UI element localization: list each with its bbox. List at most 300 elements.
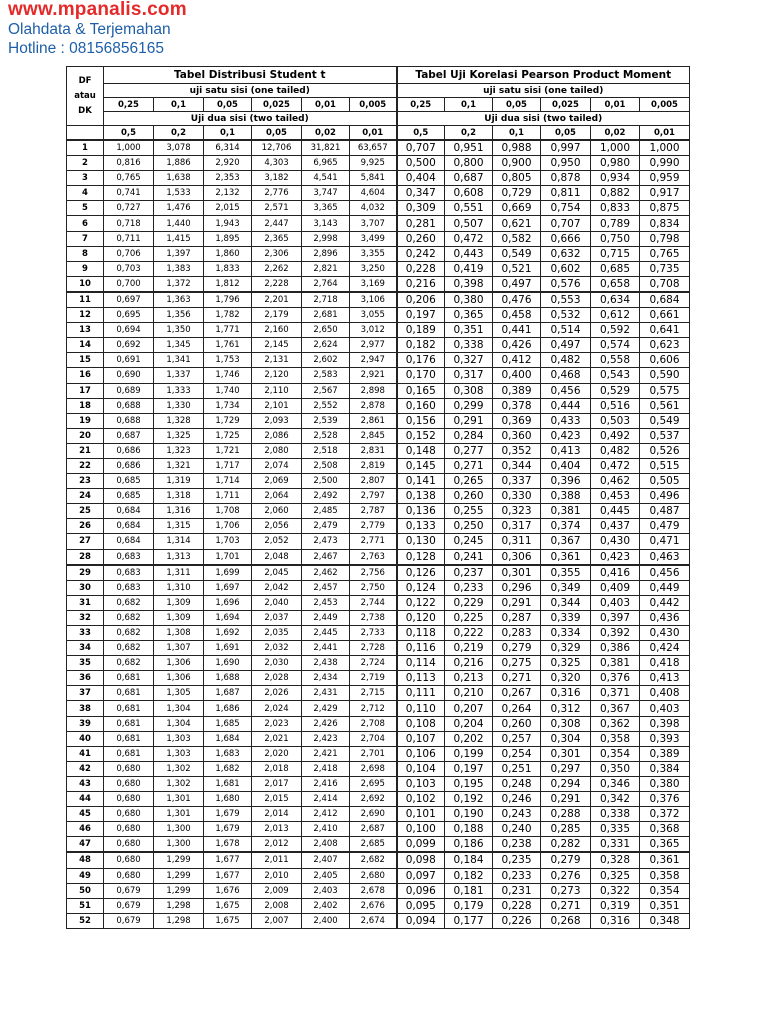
table-row xyxy=(67,261,690,276)
t-value-cell: 6,314 xyxy=(204,140,252,156)
t-value-cell: 1,714 xyxy=(204,474,252,489)
r-value-cell: 0,549 xyxy=(640,413,690,428)
r-value-cell: 0,103 xyxy=(397,776,445,791)
t-value-cell: 0,679 xyxy=(104,913,154,928)
t-value-cell: 1,350 xyxy=(154,323,204,338)
t-value-cell: 2,015 xyxy=(204,201,252,216)
table-row xyxy=(67,413,690,428)
r-value-cell: 0,138 xyxy=(397,489,445,504)
t-value-cell: 1,686 xyxy=(204,701,252,716)
t-value-cell: 0,706 xyxy=(104,246,154,261)
table-row xyxy=(67,701,690,716)
r-value-cell: 0,325 xyxy=(541,656,591,671)
t-value-cell: 0,682 xyxy=(104,656,154,671)
t-value-cell: 1,761 xyxy=(204,338,252,353)
r-value-cell: 0,426 xyxy=(493,338,541,353)
r-value-cell: 0,623 xyxy=(640,338,690,353)
t-value-cell: 1,886 xyxy=(154,156,204,171)
df-cell: 35 xyxy=(67,656,104,671)
r-value-cell: 0,492 xyxy=(591,428,640,443)
t-value-cell: 1,696 xyxy=(204,595,252,610)
r-value-cell: 0,416 xyxy=(591,565,640,581)
df-cell: 50 xyxy=(67,883,104,898)
t-value-cell: 1,328 xyxy=(154,413,204,428)
t-value-cell: 2,453 xyxy=(302,595,350,610)
t-value-cell: 2,920 xyxy=(204,156,252,171)
r-value-cell: 0,443 xyxy=(445,246,493,261)
t-value-cell: 1,476 xyxy=(154,201,204,216)
r-table-title: Tabel Uji Korelasi Pearson Product Moment xyxy=(397,67,690,84)
r-value-cell: 0,184 xyxy=(445,852,493,868)
r-value-cell: 0,156 xyxy=(397,413,445,428)
t-value-cell: 2,687 xyxy=(350,822,397,837)
t-value-cell: 0,681 xyxy=(104,671,154,686)
t-value-cell: 2,017 xyxy=(252,776,302,791)
t-value-cell: 2,030 xyxy=(252,656,302,671)
t-value-cell: 1,299 xyxy=(154,868,204,883)
t-value-cell: 0,680 xyxy=(104,761,154,776)
t-value-cell: 1,895 xyxy=(204,231,252,246)
t-value-cell: 1,697 xyxy=(204,580,252,595)
r-value-cell: 0,468 xyxy=(541,368,591,383)
t-value-cell: 2,074 xyxy=(252,458,302,473)
t-value-cell: 0,679 xyxy=(104,898,154,913)
r-value-cell: 0,449 xyxy=(640,580,690,595)
r-value-cell: 0,325 xyxy=(591,868,640,883)
t-value-cell: 0,695 xyxy=(104,308,154,323)
r-value-cell: 0,574 xyxy=(591,338,640,353)
r-value-cell: 0,413 xyxy=(640,671,690,686)
t-value-cell: 0,681 xyxy=(104,686,154,701)
t-value-cell: 1,711 xyxy=(204,489,252,504)
table-row xyxy=(67,398,690,413)
r-value-cell: 0,380 xyxy=(445,292,493,308)
r-value-cell: 0,372 xyxy=(640,807,690,822)
t-value-cell: 2,353 xyxy=(204,171,252,186)
t-value-cell: 1,734 xyxy=(204,398,252,413)
t-value-cell: 5,841 xyxy=(350,171,397,186)
t-value-cell: 0,682 xyxy=(104,610,154,625)
t-value-cell: 2,423 xyxy=(302,731,350,746)
alpha-header-cell: 0,1 xyxy=(204,126,252,141)
r-value-cell: 0,330 xyxy=(493,489,541,504)
r-value-cell: 0,388 xyxy=(541,489,591,504)
t-value-cell: 2,145 xyxy=(252,338,302,353)
r-value-cell: 0,323 xyxy=(493,504,541,519)
t-value-cell: 2,473 xyxy=(302,534,350,549)
t-value-cell: 2,412 xyxy=(302,807,350,822)
r-value-cell: 0,294 xyxy=(541,776,591,791)
r-value-cell: 0,344 xyxy=(493,458,541,473)
r-value-cell: 0,233 xyxy=(445,580,493,595)
r-value-cell: 0,456 xyxy=(640,565,690,581)
r-value-cell: 0,304 xyxy=(541,731,591,746)
t-value-cell: 2,445 xyxy=(302,626,350,641)
t-value-cell: 63,657 xyxy=(350,140,397,156)
alpha-header-cell: 0,1 xyxy=(154,98,204,112)
df-cell: 18 xyxy=(67,398,104,413)
t-value-cell: 2,779 xyxy=(350,519,397,534)
t-value-cell: 1,679 xyxy=(204,807,252,822)
r-value-cell: 0,344 xyxy=(541,595,591,610)
t-value-cell: 0,681 xyxy=(104,746,154,761)
t-value-cell: 2,878 xyxy=(350,398,397,413)
r-value-cell: 0,195 xyxy=(445,776,493,791)
t-value-cell: 2,028 xyxy=(252,671,302,686)
r-value-cell: 0,312 xyxy=(541,701,591,716)
t-value-cell: 1,397 xyxy=(154,246,204,261)
r-value-cell: 0,521 xyxy=(493,261,541,276)
r-value-cell: 0,308 xyxy=(541,716,591,731)
r-value-cell: 0,612 xyxy=(591,308,640,323)
r-value-cell: 0,800 xyxy=(445,156,493,171)
r-value-cell: 0,404 xyxy=(397,171,445,186)
r-value-cell: 0,368 xyxy=(640,822,690,837)
brand-header xyxy=(8,0,187,56)
table-row xyxy=(67,565,690,581)
r-value-cell: 0,349 xyxy=(541,580,591,595)
r-value-cell: 0,497 xyxy=(493,276,541,292)
r-value-cell: 0,687 xyxy=(445,171,493,186)
t-value-cell: 1,318 xyxy=(154,489,204,504)
r-value-cell: 0,108 xyxy=(397,716,445,731)
r-value-cell: 0,287 xyxy=(493,610,541,625)
t-value-cell: 2,681 xyxy=(302,308,350,323)
t-value-cell: 2,947 xyxy=(350,353,397,368)
r-value-cell: 0,260 xyxy=(397,231,445,246)
t-value-cell: 1,304 xyxy=(154,701,204,716)
t-value-cell: 1,860 xyxy=(204,246,252,261)
t-value-cell: 2,131 xyxy=(252,353,302,368)
table-row xyxy=(67,852,690,868)
r-value-cell: 0,348 xyxy=(640,913,690,928)
r-value-cell: 0,128 xyxy=(397,549,445,565)
r-value-cell: 0,226 xyxy=(493,913,541,928)
r-value-cell: 0,463 xyxy=(640,549,690,565)
df-cell: 45 xyxy=(67,807,104,822)
r-value-cell: 0,358 xyxy=(640,868,690,883)
t-value-cell: 1,692 xyxy=(204,626,252,641)
t-value-cell: 2,695 xyxy=(350,776,397,791)
r-value-cell: 0,118 xyxy=(397,626,445,641)
alpha-header-cell: 0,25 xyxy=(104,98,154,112)
t-value-cell: 2,485 xyxy=(302,504,350,519)
r-value-cell: 0,365 xyxy=(640,837,690,853)
df-label: DF xyxy=(78,75,92,86)
t-value-cell: 1,315 xyxy=(154,519,204,534)
t-value-cell: 2,011 xyxy=(252,852,302,868)
t-value-cell: 2,567 xyxy=(302,383,350,398)
r-value-cell: 0,347 xyxy=(397,186,445,201)
t-value-cell: 1,675 xyxy=(204,898,252,913)
r-value-cell: 0,288 xyxy=(541,807,591,822)
t-value-cell: 1,717 xyxy=(204,458,252,473)
r-value-cell: 0,317 xyxy=(493,519,541,534)
df-cell: 27 xyxy=(67,534,104,549)
r-value-cell: 0,392 xyxy=(591,626,640,641)
t-value-cell: 2,400 xyxy=(302,913,350,928)
r-value-cell: 0,951 xyxy=(445,140,493,156)
r-value-cell: 0,291 xyxy=(541,792,591,807)
df-cell: 51 xyxy=(67,898,104,913)
r-value-cell: 0,296 xyxy=(493,580,541,595)
r-value-cell: 0,281 xyxy=(397,216,445,231)
t-value-cell: 2,052 xyxy=(252,534,302,549)
t-value-cell: 2,733 xyxy=(350,626,397,641)
r-value-cell: 0,283 xyxy=(493,626,541,641)
r-value-cell: 0,389 xyxy=(640,746,690,761)
r-value-cell: 0,423 xyxy=(541,428,591,443)
t-value-cell: 1,316 xyxy=(154,504,204,519)
t-value-cell: 2,431 xyxy=(302,686,350,701)
brand-url[interactable]: www.mpanalis.com xyxy=(8,0,187,20)
t-value-cell: 0,682 xyxy=(104,595,154,610)
table-row xyxy=(67,746,690,761)
r-value-cell: 0,235 xyxy=(493,852,541,868)
r-value-cell: 0,453 xyxy=(591,489,640,504)
t-value-cell: 2,179 xyxy=(252,308,302,323)
t-value-cell: 2,831 xyxy=(350,443,397,458)
table-row xyxy=(67,504,690,519)
df-cell: 40 xyxy=(67,731,104,746)
r-value-cell: 0,101 xyxy=(397,807,445,822)
t-value-cell: 0,680 xyxy=(104,837,154,853)
r-value-cell: 0,122 xyxy=(397,595,445,610)
r-value-cell: 0,316 xyxy=(541,686,591,701)
df-cell: 28 xyxy=(67,549,104,565)
t-value-cell: 0,680 xyxy=(104,776,154,791)
r-value-cell: 0,765 xyxy=(640,246,690,261)
r-value-cell: 0,141 xyxy=(397,474,445,489)
r-value-cell: 0,331 xyxy=(591,837,640,853)
r-value-cell: 0,106 xyxy=(397,746,445,761)
r-value-cell: 0,250 xyxy=(445,519,493,534)
r-value-cell: 0,111 xyxy=(397,686,445,701)
t-value-cell: 1,301 xyxy=(154,792,204,807)
t-value-cell: 2,771 xyxy=(350,534,397,549)
t-value-cell: 2,756 xyxy=(350,565,397,581)
r-value-cell: 0,497 xyxy=(541,338,591,353)
alpha-header-cell: 0,1 xyxy=(493,126,541,141)
t-value-cell: 1,796 xyxy=(204,292,252,308)
alpha-header-cell: 0,005 xyxy=(640,98,690,112)
r-value-cell: 0,254 xyxy=(493,746,541,761)
r-value-cell: 0,319 xyxy=(591,898,640,913)
table-row xyxy=(67,626,690,641)
r-value-cell: 0,213 xyxy=(445,671,493,686)
r-value-cell: 0,282 xyxy=(541,837,591,853)
t-value-cell: 2,408 xyxy=(302,837,350,853)
r-value-cell: 0,558 xyxy=(591,353,640,368)
table-row xyxy=(67,156,690,171)
t-value-cell: 1,740 xyxy=(204,383,252,398)
t-value-cell: 2,492 xyxy=(302,489,350,504)
t-value-cell: 1,319 xyxy=(154,474,204,489)
df-cell: 22 xyxy=(67,458,104,473)
r-value-cell: 0,240 xyxy=(493,822,541,837)
t-value-cell: 2,861 xyxy=(350,413,397,428)
t-value-cell: 2,021 xyxy=(252,731,302,746)
t-value-cell: 0,691 xyxy=(104,353,154,368)
t-value-cell: 1,725 xyxy=(204,428,252,443)
table-row xyxy=(67,898,690,913)
t-value-cell: 2,306 xyxy=(252,246,302,261)
t-value-cell: 0,681 xyxy=(104,716,154,731)
r-value-cell: 0,444 xyxy=(541,398,591,413)
df-cell: 30 xyxy=(67,580,104,595)
table-row xyxy=(67,671,690,686)
r-value-cell: 0,361 xyxy=(640,852,690,868)
t-value-cell: 2,447 xyxy=(252,216,302,231)
r-value-cell: 0,582 xyxy=(493,231,541,246)
table-row xyxy=(67,792,690,807)
table-row xyxy=(67,549,690,565)
table-row xyxy=(67,716,690,731)
t-value-cell: 1,302 xyxy=(154,776,204,791)
t-value-cell: 2,405 xyxy=(302,868,350,883)
r-value-cell: 0,514 xyxy=(541,323,591,338)
r-value-cell: 0,279 xyxy=(493,641,541,656)
r-value-cell: 0,403 xyxy=(640,701,690,716)
r-value-cell: 0,754 xyxy=(541,201,591,216)
t-value-cell: 0,679 xyxy=(104,883,154,898)
df-cell: 14 xyxy=(67,338,104,353)
df-cell: 47 xyxy=(67,837,104,853)
r-value-cell: 0,237 xyxy=(445,565,493,581)
table-row xyxy=(67,186,690,201)
t-one-tailed-label: uji satu sisi (one tailed) xyxy=(104,84,397,98)
t-value-cell: 1,675 xyxy=(204,913,252,928)
t-value-cell: 2,426 xyxy=(302,716,350,731)
table-row xyxy=(67,338,690,353)
r-value-cell: 0,354 xyxy=(640,883,690,898)
t-value-cell: 0,686 xyxy=(104,443,154,458)
r-value-cell: 0,177 xyxy=(445,913,493,928)
r-value-cell: 0,882 xyxy=(591,186,640,201)
t-value-cell: 2,014 xyxy=(252,807,302,822)
r-value-cell: 0,246 xyxy=(493,792,541,807)
r-value-cell: 0,100 xyxy=(397,822,445,837)
t-value-cell: 2,690 xyxy=(350,807,397,822)
r-value-cell: 0,476 xyxy=(493,292,541,308)
r-value-cell: 0,186 xyxy=(445,837,493,853)
t-value-cell: 1,304 xyxy=(154,716,204,731)
t-value-cell: 2,680 xyxy=(350,868,397,883)
t-value-cell: 3,250 xyxy=(350,261,397,276)
table-row xyxy=(67,443,690,458)
t-value-cell: 2,528 xyxy=(302,428,350,443)
t-value-cell: 2,674 xyxy=(350,913,397,928)
t-value-cell: 2,457 xyxy=(302,580,350,595)
table-row xyxy=(67,474,690,489)
t-value-cell: 0,727 xyxy=(104,201,154,216)
r-value-cell: 0,549 xyxy=(493,246,541,261)
t-value-cell: 2,698 xyxy=(350,761,397,776)
r-value-cell: 0,381 xyxy=(591,656,640,671)
t-value-cell: 0,700 xyxy=(104,276,154,292)
t-value-cell: 2,093 xyxy=(252,413,302,428)
r-value-cell: 0,423 xyxy=(591,549,640,565)
r-value-cell: 0,371 xyxy=(591,686,640,701)
t-value-cell: 2,998 xyxy=(302,231,350,246)
t-value-cell: 1,309 xyxy=(154,595,204,610)
df-cell: 13 xyxy=(67,323,104,338)
r-value-cell: 0,342 xyxy=(591,792,640,807)
t-value-cell: 2,042 xyxy=(252,580,302,595)
r-value-cell: 0,351 xyxy=(640,898,690,913)
table-row xyxy=(67,883,690,898)
r-value-cell: 0,306 xyxy=(493,549,541,565)
t-value-cell: 2,552 xyxy=(302,398,350,413)
r-value-cell: 0,950 xyxy=(541,156,591,171)
df-cell: 23 xyxy=(67,474,104,489)
r-value-cell: 0,833 xyxy=(591,201,640,216)
t-value-cell: 4,303 xyxy=(252,156,302,171)
t-value-cell: 3,355 xyxy=(350,246,397,261)
table-row xyxy=(67,913,690,928)
t-value-cell: 2,508 xyxy=(302,458,350,473)
r-value-cell: 0,165 xyxy=(397,383,445,398)
t-value-cell: 2,009 xyxy=(252,883,302,898)
r-value-cell: 0,104 xyxy=(397,761,445,776)
t-value-cell: 2,410 xyxy=(302,822,350,837)
r-value-cell: 0,482 xyxy=(541,353,591,368)
t-value-cell: 1,325 xyxy=(154,428,204,443)
t-value-cell: 2,624 xyxy=(302,338,350,353)
t-value-cell: 2,064 xyxy=(252,489,302,504)
t-value-cell: 1,305 xyxy=(154,686,204,701)
t-value-cell: 1,000 xyxy=(104,140,154,156)
t-value-cell: 1,771 xyxy=(204,323,252,338)
r-value-cell: 0,279 xyxy=(541,852,591,868)
r-value-cell: 0,934 xyxy=(591,171,640,186)
t-value-cell: 1,321 xyxy=(154,458,204,473)
r-value-cell: 0,190 xyxy=(445,807,493,822)
r-value-cell: 0,381 xyxy=(541,504,591,519)
r-value-cell: 0,389 xyxy=(493,383,541,398)
t-value-cell: 2,429 xyxy=(302,701,350,716)
table-row xyxy=(67,292,690,308)
r-value-cell: 0,472 xyxy=(591,458,640,473)
r-value-cell: 0,537 xyxy=(640,428,690,443)
r-value-cell: 0,182 xyxy=(445,868,493,883)
r-value-cell: 0,260 xyxy=(445,489,493,504)
r-value-cell: 0,900 xyxy=(493,156,541,171)
r-value-cell: 0,576 xyxy=(541,276,591,292)
r-value-cell: 0,621 xyxy=(493,216,541,231)
df-cell: 1 xyxy=(67,140,104,156)
df-cell: 16 xyxy=(67,368,104,383)
r-value-cell: 0,685 xyxy=(591,261,640,276)
r-value-cell: 0,412 xyxy=(493,353,541,368)
t-value-cell: 2,821 xyxy=(302,261,350,276)
df-cell: 41 xyxy=(67,746,104,761)
t-value-cell: 2,026 xyxy=(252,686,302,701)
r-value-cell: 0,327 xyxy=(445,353,493,368)
r-value-cell: 0,400 xyxy=(493,368,541,383)
t-value-cell: 0,680 xyxy=(104,852,154,868)
t-value-cell: 3,707 xyxy=(350,216,397,231)
t-value-cell: 0,682 xyxy=(104,641,154,656)
t-value-cell: 4,032 xyxy=(350,201,397,216)
t-value-cell: 2,650 xyxy=(302,323,350,338)
t-value-cell: 1,323 xyxy=(154,443,204,458)
t-value-cell: 2,007 xyxy=(252,913,302,928)
t-value-cell: 2,692 xyxy=(350,792,397,807)
t-value-cell: 2,008 xyxy=(252,898,302,913)
t-value-cell: 1,308 xyxy=(154,626,204,641)
t-value-cell: 2,449 xyxy=(302,610,350,625)
